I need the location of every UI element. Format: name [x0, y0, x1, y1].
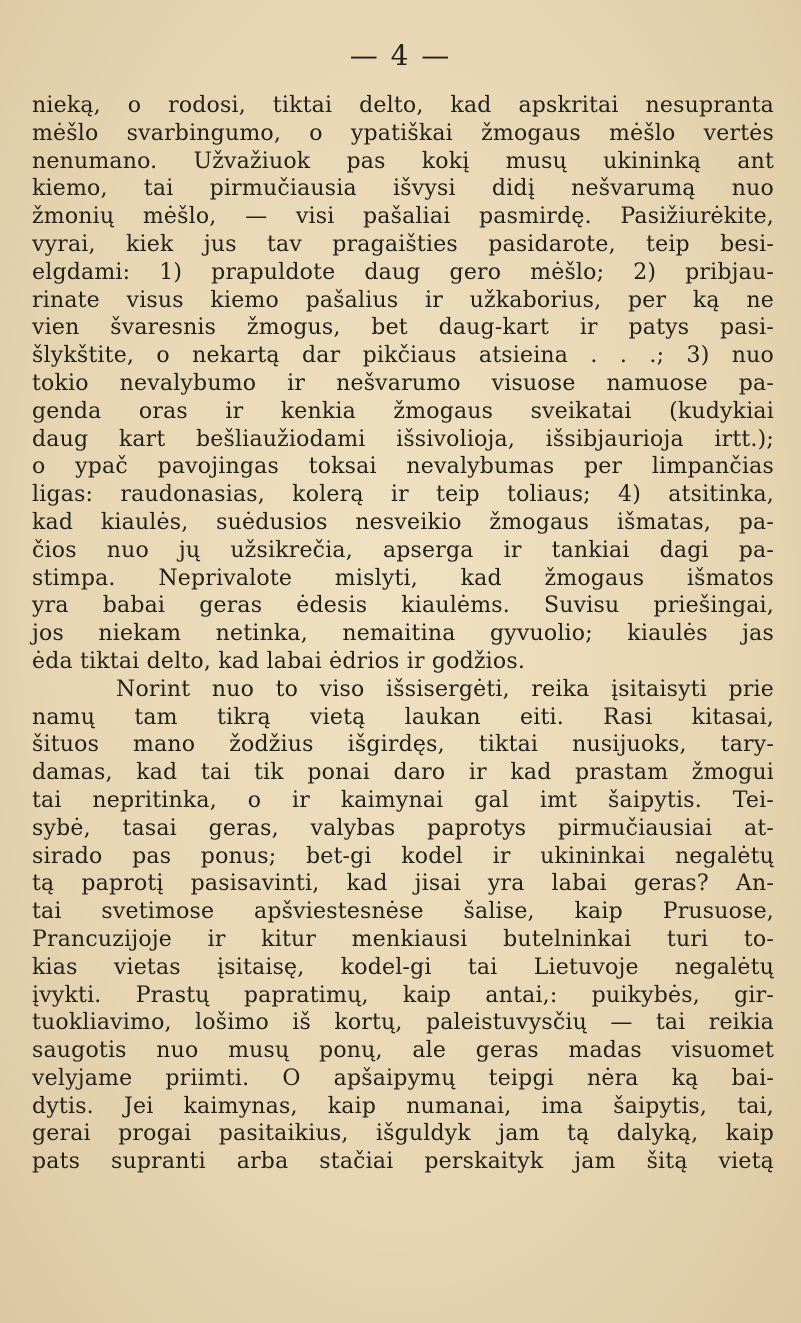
text-line: dytis. Jei kaimynas, kaip numanai, ima šaipytis, tai,: [32, 1093, 774, 1119]
text-line: elgdami: 1) prapuldote daug gero mėšlo; 2) pribjau-: [32, 259, 774, 285]
text-line: vien švaresnis žmogus, bet daug-kart ir patys pasi-: [32, 315, 774, 341]
text-line: yra babai geras ėdesis kiaulėms. Suvisu priešingai,: [32, 593, 774, 619]
text-line: mėšlo svarbingumo, o ypatiškai žmogaus mėšlo vertės: [32, 120, 774, 146]
text-line: namų tam tikrą vietą laukan eiti. Rasi kitasai,: [32, 704, 774, 730]
text-line: žmonių mėšlo, — visi pašaliai pasmirdę. Pasižiurėkite,: [32, 204, 774, 230]
page-number: — 4 —: [349, 39, 452, 72]
text-line: tai nepritinka, o ir kaimynai gal imt šaipytis. Tei-: [32, 787, 774, 813]
text-line: šlykštite, o nekartą dar pikčiaus atsieina . . .; 3) nuo: [32, 343, 774, 369]
paragraph-2: [32, 676, 774, 1176]
text-line: daug kart bešliaužiodami išsivolioja, išsibjaurioja irtt.);: [32, 426, 774, 452]
text-line: pats supranti arba stačiai perskaityk jam šitą vietą: [32, 1149, 774, 1175]
text-line: kad kiaulės, suėdusios nesveikio žmogaus išmatas, pa-: [32, 509, 774, 535]
text-line: nenumano. Užvažiuok pas kokį musų ukininką ant: [32, 148, 774, 174]
text-line: stimpa. Neprivalote mislyti, kad žmogaus išmatos: [32, 565, 774, 591]
text-line: rinate visus kiemo pašalius ir užkaborius, per ką ne: [32, 287, 774, 313]
text-line: tai svetimose apšviestesnėse šalise, kaip Prusuose,: [32, 899, 774, 925]
text-line: kias vietas įsitaisę, kodel-gi tai Lietuvoje negalėtų: [32, 954, 774, 980]
text-line: genda oras ir kenkia žmogaus sveikatai (kudykiai: [32, 398, 774, 424]
body-text: [32, 92, 774, 1176]
text-line: nieką, o rodosi, tiktai delto, kad apskritai nesupranta: [32, 93, 774, 118]
text-line: ėda tiktai delto, kad labai ėdrios ir godžios.: [32, 648, 526, 674]
text-line: sirado pas ponus; bet-gi kodel ir ukininkai negalėtų: [32, 843, 774, 869]
text-line: tokio nevalybumo ir nešvarumo visuose namuose pa-: [32, 370, 774, 396]
text-line: o ypač pavojingas toksai nevalybumas per limpančias: [32, 454, 774, 480]
text-line: sybė, tasai geras, valybas paprotys pirmučiausiai at-: [32, 815, 774, 841]
text-line: šituos mano žodžius išgirdęs, tiktai nusijuoks, tary-: [32, 732, 774, 758]
text-line: kiemo, tai pirmučiausia išvysi didį nešvarumą nuo: [32, 176, 774, 202]
text-line: Norint nuo to viso išsisergėti, reika įsitaisyti prie: [116, 676, 774, 702]
text-line: Prancuzijoje ir kitur menkiausi butelninkai turi to-: [32, 926, 774, 952]
text-line: tą paprotį pasisavinti, kad jisai yra labai geras? An-: [32, 871, 774, 897]
text-line: velyjame priimti. O apšaipymų teipgi nėra ką bai-: [32, 1065, 774, 1091]
text-line: jos niekam netinka, nemaitina gyvuolio; kiaulės jas: [32, 621, 774, 647]
text-line: vyrai, kiek jus tav pragaišties pasidarote, teip besi-: [32, 231, 774, 257]
text-line: čios nuo jų užsikrečia, apserga ir tankiai dagi pa-: [32, 537, 774, 563]
text-line: gerai progai pasitaikius, išguldyk jam tą dalyką, kaip: [32, 1121, 774, 1147]
paragraph-1: [32, 92, 774, 676]
text-line: ligas: raudonasias, kolerą ir teip toliaus; 4) atsitinka,: [32, 482, 774, 508]
text-line: tuokliavimo, lošimo iš kortų, paleistuvysčių — tai reikia: [32, 1010, 774, 1036]
text-line: įvykti. Prastų papratimų, kaip antai,: puikybės, gir-: [32, 982, 774, 1008]
text-line: damas, kad tai tik ponai daro ir kad prastam žmogui: [32, 760, 774, 786]
text-line: saugotis nuo musų ponų, ale geras madas visuomet: [32, 1038, 774, 1064]
